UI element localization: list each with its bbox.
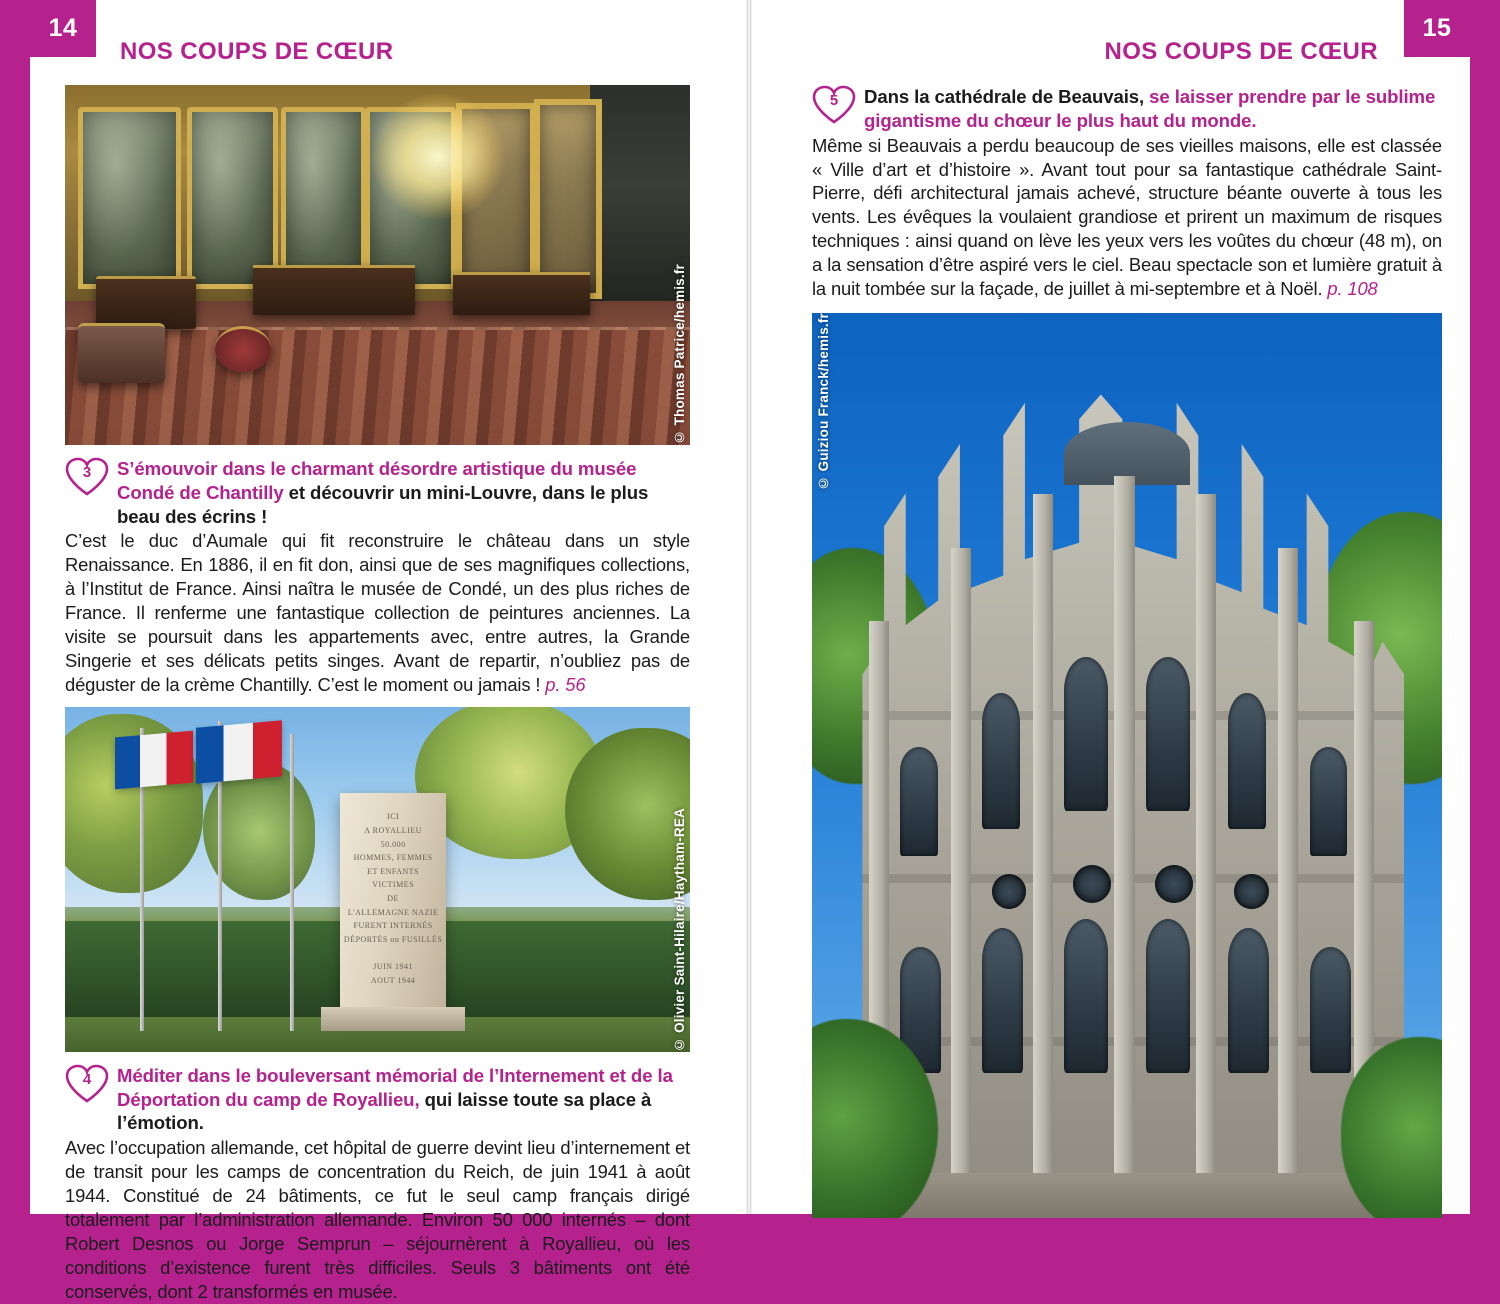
left-page-header — [30, 0, 748, 70]
heart-badge-3-icon — [65, 457, 109, 497]
right-page-header — [750, 0, 1470, 70]
entry-3 — [65, 457, 690, 528]
entry-3-lede — [117, 457, 690, 528]
figure-cathedrale-beauvais — [812, 313, 1442, 1218]
entry-4 — [65, 1064, 690, 1135]
memorial-stele-text: ICI A ROYALLIEU 50.000 HOMMES, FEMMES ET ENFANTS VICTIMES DE L'ALLEMAGNE NAZIE FURENT INTERNÉS DÉPORTÉS ou FUSILLÉS JUIN 1941 AOUT 1944 — [343, 812, 443, 985]
entry-5-lede — [864, 85, 1442, 133]
entry-3-page-ref: p. 56 — [545, 673, 586, 695]
entry-3-body-text: C’est le duc d’Aumale qui fit reconstruire le château dans un style Renaissance. En 1886, il en fit don, ainsi que de ses magnifiques collections, à l’Institut de France. Ainsi naîtra le musée de Condé, un des plus riches de France. Il renferme une fantastique collection de peintures anciennes. La visite se poursuit dans les appartements avec, entre autres, la Grande Singerie et ses délicats petits singes. Avant de repartir, n’oubliez pas de déguster de la crème Chantilly. C’est le moment ou jamais ! — [65, 530, 690, 695]
heart-badge-4-icon — [65, 1064, 109, 1104]
page-gutter — [746, 0, 752, 1214]
entry-5-lede-black: Dans la cathédrale de Beauvais, — [864, 86, 1145, 107]
entry-4-lede-black: qui laisse toute sa place à l’émotion. — [117, 1088, 652, 1134]
running-head-left: NOS COUPS DE CŒUR — [120, 38, 394, 65]
photo-cathedrale-beauvais — [812, 313, 1442, 1218]
entry-5-body-text: Même si Beauvais a perdu beaucoup de ses vieilles maisons, elle est classée « Ville d’art et d’histoire ». Avant tout pour sa fantastique cathédrale Saint-Pierre, défi architectural jamais achevé, structure béante ouverte à tous les vents. Les évêques la voulaient grandiose et prirent un maximum de risques techniques : ainsi quand on lève les yeux vers les voûtes du chœur (48 m), on a la sensation d’être aspiré vers le ciel. Beau spectacle son et lumière gratuit à la nuit tombée sur la façade, de juillet à mi-septembre et à Noël. — [812, 134, 1442, 300]
entry-5-lede-magenta: se laisser prendre par le sublime gigantisme du chœur le plus haut du monde. — [864, 86, 1436, 131]
entry-3-lede-black: et découvrir un mini-Louvre, dans le plus beau des écrins ! — [117, 481, 649, 527]
svg-text:4: 4 — [82, 1070, 92, 1088]
entry-4-body-text: Avec l’occupation allemande, cet hôpital de guerre devint lieu d’internement et de transit pour les camps de concentration du Reich, de juin 1941 à août 1944. Constitué de 24 bâtiments, ce fut le seul camp français dirigé totalement par l’administration allemande. Environ 50 000 internés – dont Robert Desnos ou Jorge Semprun – séjournèrent à Royallieu, où les conditions d’existence furent très difficiles. Seuls 3 bâtiments ont été conservés, dont 2 transformés en musée. — [65, 1137, 690, 1302]
running-head-right: NOS COUPS DE CŒUR — [1104, 38, 1378, 65]
entry-3-body — [65, 529, 690, 696]
svg-text:3: 3 — [82, 464, 92, 481]
svg-text:5: 5 — [829, 92, 839, 109]
figure-salon-conde — [65, 85, 690, 445]
entry-4-lede — [117, 1064, 690, 1135]
entry-5-page-ref: p. 108 — [1327, 278, 1378, 300]
photo-credit-cathedrale: © Guiziou Franck/hemis.fr — [815, 313, 831, 491]
entry-4-lede-magenta: Méditer dans le bouleversant mémorial de l’Internement et de la Déportation du camp de Royallieu, — [117, 1064, 673, 1110]
entry-3-lede-magenta: S’émouvoir dans le charmant désordre artistique du musée Condé de Chantilly — [117, 458, 637, 503]
entry-4-body — [65, 1136, 690, 1303]
photo-credit-salon: © Thomas Patrice/hemis.fr — [671, 264, 687, 445]
page-number-badge-right: 15 — [1404, 0, 1470, 57]
heart-badge-5-icon — [812, 85, 856, 125]
photo-credit-memorial: © Olivier Saint-Hilaire/Haytham-REA — [671, 807, 687, 1052]
page-number-badge-left: 14 — [30, 0, 96, 57]
photo-salon-conde — [65, 85, 690, 445]
figure-memorial-royallieu — [65, 707, 690, 1052]
memorial-stele — [340, 793, 446, 1010]
photo-memorial-royallieu — [65, 707, 690, 1052]
left-column — [65, 85, 690, 1304]
entry-4-page-ref: p. 93 — [402, 1280, 443, 1302]
entry-5 — [812, 85, 1442, 133]
right-column — [812, 85, 1442, 1218]
entry-5-body — [812, 134, 1442, 301]
